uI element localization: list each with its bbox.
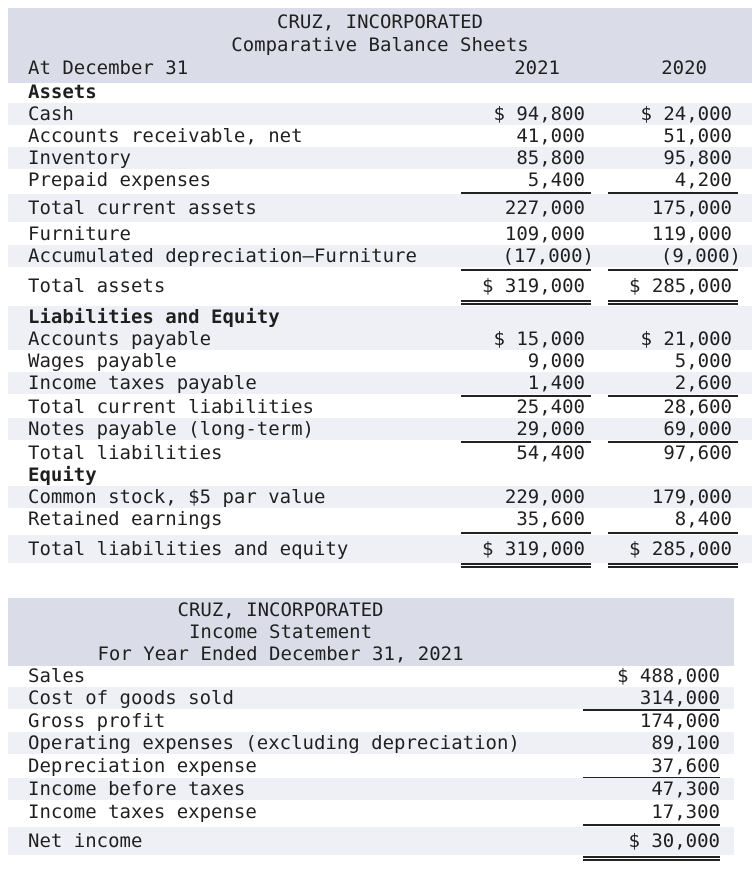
- furniture-2021: 109,000: [504, 223, 585, 245]
- inventory-row: [8, 147, 752, 169]
- ar-label: Accounts receivable, net: [28, 125, 303, 147]
- retained-earnings-row: [8, 508, 752, 530]
- tax-label: Income taxes expense: [28, 801, 257, 823]
- retained-earnings-2020: 8,400: [674, 508, 732, 530]
- income-tax-payable-label: Income taxes payable: [28, 372, 257, 394]
- income-tax-payable-2020: 2,600: [674, 372, 732, 394]
- total-current-liab-2021: 25,400: [516, 396, 585, 418]
- double-rule-net-income: [583, 856, 720, 861]
- double-rule-total-assets-2021: [461, 300, 591, 305]
- notes-payable-row: [8, 418, 752, 440]
- accum-dep-2021: (17,000): [502, 245, 594, 267]
- total-current-assets-2020: 175,000: [651, 197, 732, 219]
- ibt-row: [8, 778, 734, 800]
- balance-date-label: At December 31: [28, 57, 189, 79]
- sales-value: $ 488,000: [617, 665, 720, 687]
- cash-row: [8, 103, 752, 125]
- ibt-value: 47,300: [651, 778, 720, 800]
- common-stock-2021: 229,000: [504, 486, 585, 508]
- total-assets-2020: $ 285,000: [629, 275, 732, 297]
- ap-2021: $ 15,000: [493, 328, 585, 350]
- total-assets-row: [8, 272, 752, 300]
- ar-2021: 41,000: [516, 125, 585, 147]
- gross-profit-label: Gross profit: [28, 710, 166, 732]
- double-rule-total-assets-2020: [608, 300, 738, 305]
- total-liab-2021: 54,400: [516, 442, 585, 464]
- notes-payable-2020: 69,000: [663, 418, 732, 440]
- prepaid-label: Prepaid expenses: [28, 169, 212, 191]
- ap-label: Accounts payable: [28, 328, 212, 350]
- furniture-2020: 119,000: [651, 223, 732, 245]
- cash-2020: $ 24,000: [640, 103, 732, 125]
- total-current-liab-row: [8, 396, 752, 418]
- ibt-label: Income before taxes: [28, 778, 246, 800]
- opex-label: Operating expenses (excluding depreciation): [28, 732, 520, 754]
- notes-payable-2021: 29,000: [516, 418, 585, 440]
- total-liab-equity-label: Total liabilities and equity: [28, 538, 349, 560]
- balance-sheet-header: [8, 8, 752, 83]
- wages-label: Wages payable: [28, 350, 177, 372]
- total-liab-equity-2021: $ 319,000: [482, 538, 585, 560]
- income-tax-payable-2021: 1,400: [527, 372, 585, 394]
- balance-sheet: [8, 8, 752, 568]
- accum-dep-2020: (9,000): [660, 245, 741, 267]
- net-income-value: $ 30,000: [628, 830, 720, 852]
- total-liab-2020: 97,600: [663, 442, 732, 464]
- total-liab-row: [8, 442, 752, 464]
- furniture-label: Furniture: [28, 223, 131, 245]
- inventory-2021: 85,800: [516, 147, 585, 169]
- sales-row: [8, 665, 734, 687]
- common-stock-2020: 179,000: [651, 486, 732, 508]
- total-assets-2021: $ 319,000: [482, 275, 585, 297]
- double-rule-total-le-2021: [461, 563, 591, 568]
- rule-total-le-2021: [461, 532, 591, 534]
- tax-value: 17,300: [651, 801, 720, 823]
- rule-total-le-2020: [608, 532, 738, 534]
- col-header-2021: 2021: [514, 57, 560, 79]
- accum-dep-row: [8, 245, 752, 267]
- col-header-2020: 2020: [661, 57, 707, 79]
- net-income-row: [8, 827, 734, 855]
- ap-row: [8, 328, 752, 350]
- cogs-row: [8, 687, 734, 709]
- cogs-value: 314,000: [639, 687, 720, 709]
- total-assets-label: Total assets: [28, 275, 166, 297]
- income-period: For Year Ended December 31, 2021: [97, 643, 464, 665]
- total-current-liab-2020: 28,600: [663, 396, 732, 418]
- dep-value: 37,600: [651, 755, 720, 777]
- dep-row: [8, 755, 734, 777]
- equity-heading: Equity: [28, 464, 97, 486]
- ap-2020: $ 21,000: [640, 328, 732, 350]
- wages-2021: 9,000: [527, 350, 585, 372]
- ar-row: [8, 125, 752, 147]
- total-liab-label: Total liabilities: [28, 442, 223, 464]
- inventory-2020: 95,800: [663, 147, 732, 169]
- income-company-name: CRUZ, INCORPORATED: [177, 599, 384, 621]
- balance-title: Comparative Balance Sheets: [231, 34, 529, 56]
- total-current-assets-row: [8, 194, 752, 222]
- net-income-label: Net income: [28, 830, 143, 852]
- wages-row: [8, 350, 752, 372]
- balance-company-name: CRUZ, INCORPORATED: [277, 11, 483, 33]
- inventory-label: Inventory: [28, 147, 131, 169]
- liab-equity-heading: Liabilities and Equity: [28, 306, 280, 328]
- retained-earnings-label: Retained earnings: [28, 508, 223, 530]
- furniture-row: [8, 223, 752, 245]
- cash-2021: $ 94,800: [493, 103, 585, 125]
- opex-row: [8, 732, 734, 754]
- assets-heading-row: [8, 81, 752, 103]
- prepaid-row: [8, 169, 752, 191]
- retained-earnings-2021: 35,600: [516, 508, 585, 530]
- total-liab-equity-row: [8, 535, 752, 563]
- notes-payable-label: Notes payable (long-term): [28, 418, 314, 440]
- wages-2020: 5,000: [674, 350, 732, 372]
- gross-profit-value: 174,000: [639, 710, 720, 732]
- prepaid-2020: 4,200: [674, 169, 732, 191]
- rule-total-assets-2021: [461, 269, 591, 271]
- cash-label: Cash: [28, 103, 74, 125]
- total-current-assets-label: Total current assets: [28, 197, 257, 219]
- income-tax-payable-row: [8, 372, 752, 394]
- sales-label: Sales: [28, 665, 86, 687]
- liab-heading-row: [8, 306, 752, 328]
- double-rule-total-le-2020: [608, 563, 738, 568]
- gross-profit-row: [8, 710, 734, 732]
- accum-dep-label: Accumulated depreciation—Furniture: [28, 245, 417, 267]
- rule-net-income: [583, 824, 720, 826]
- common-stock-label: Common stock, $5 par value: [28, 486, 326, 508]
- income-title: Income Statement: [188, 621, 373, 643]
- common-stock-row: [8, 486, 752, 508]
- cogs-label: Cost of goods sold: [28, 687, 234, 709]
- total-liab-equity-2020: $ 285,000: [629, 538, 732, 560]
- total-current-assets-2021: 227,000: [504, 197, 585, 219]
- equity-heading-row: [8, 464, 752, 486]
- rule-total-assets-2020: [608, 269, 738, 271]
- ar-2020: 51,000: [663, 125, 732, 147]
- dep-label: Depreciation expense: [28, 755, 257, 777]
- income-statement-header: [8, 598, 734, 666]
- total-current-liab-label: Total current liabilities: [28, 396, 314, 418]
- prepaid-2021: 5,400: [527, 169, 585, 191]
- assets-heading: Assets: [28, 81, 97, 103]
- opex-value: 89,100: [651, 732, 720, 754]
- income-statement: [8, 598, 734, 868]
- tax-row: [8, 801, 734, 823]
